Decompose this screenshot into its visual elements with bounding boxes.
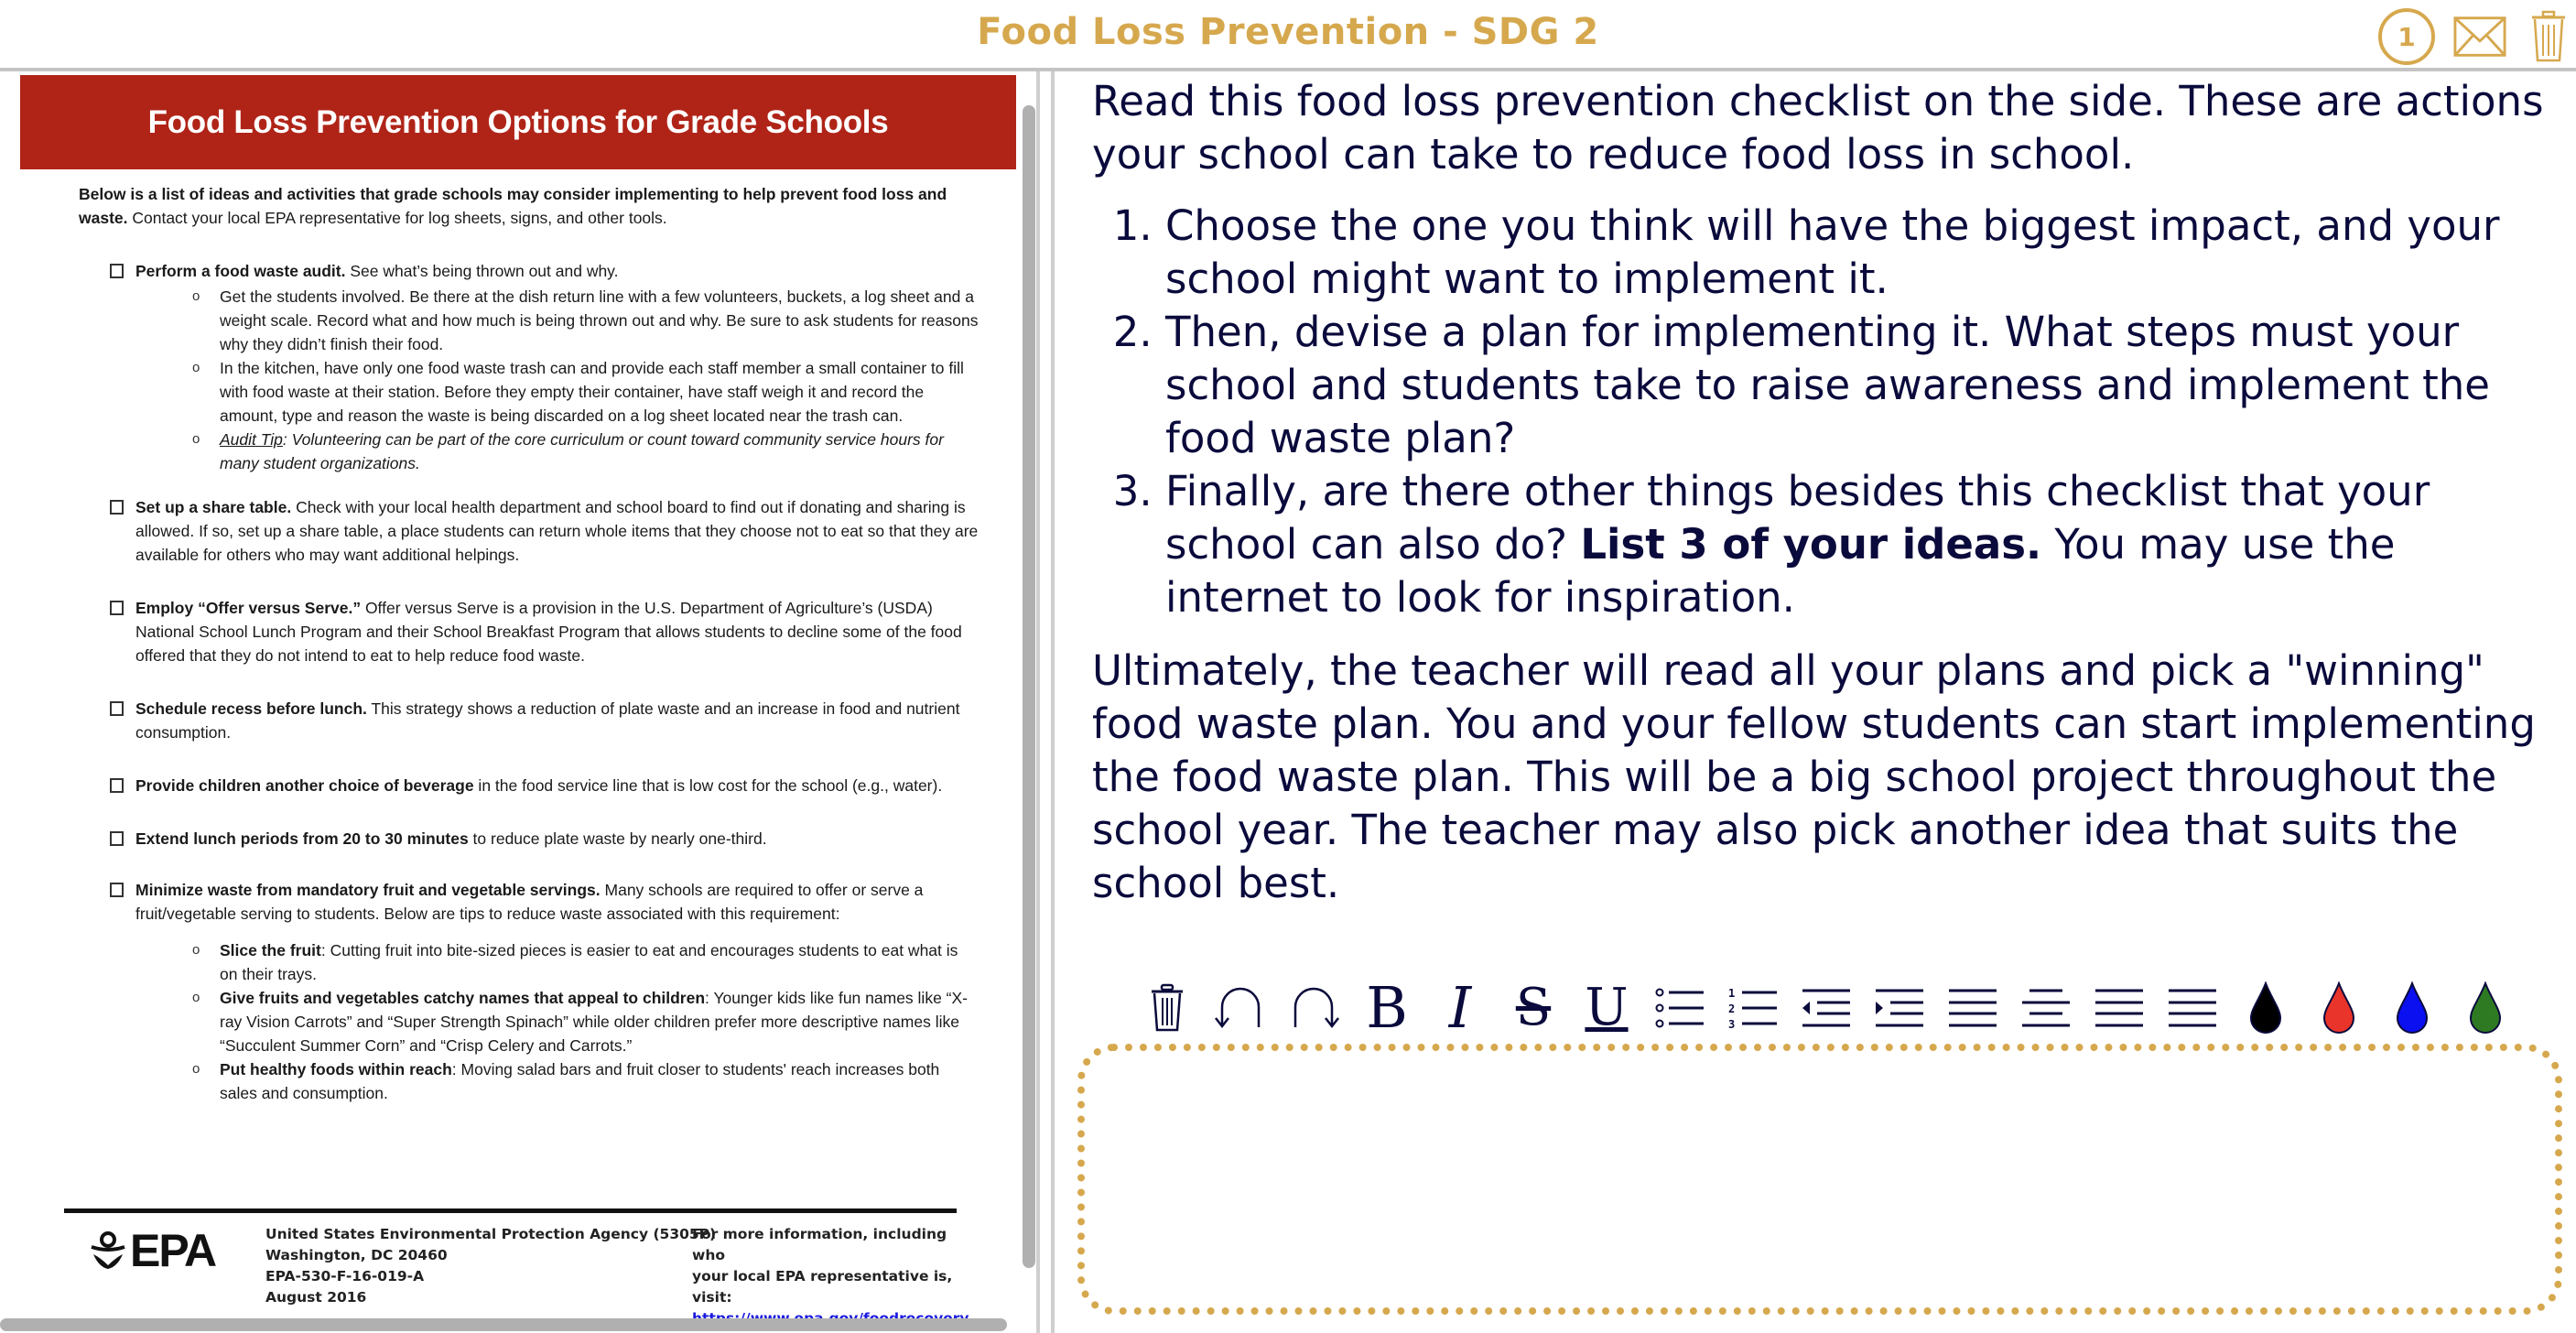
clear-button[interactable] — [1131, 976, 1204, 1040]
ink-drop-red-icon — [2321, 981, 2357, 1035]
color-blue-button[interactable] — [2376, 976, 2449, 1040]
count-badge[interactable]: 1 — [2378, 8, 2435, 65]
ink-drop-black-icon — [2247, 981, 2284, 1035]
svg-text:1: 1 — [1728, 987, 1736, 1000]
step-item: 1. Choose the one you think will have the biggest impact, and your school might want to implement it. — [1165, 200, 2557, 306]
instructions-closing: Ultimately, the teacher will read all your plans and pick a "winning" food waste plan. You and your fellow students can start implementing the food waste plan. This will be a big school project throughout the school year. The teacher may also pick another idea that suits the school best. — [1092, 646, 2536, 907]
more-info: For more information, including who your local EPA representative is, visit: — [692, 1224, 969, 1329]
italic-button[interactable] — [1423, 976, 1497, 1040]
epa-flower-icon — [90, 1230, 126, 1271]
sub-list — [192, 938, 980, 1105]
bullet-list-icon — [1654, 987, 1705, 1029]
svg-text:2: 2 — [1728, 1002, 1736, 1015]
indent-icon — [1874, 987, 1925, 1029]
color-black-button[interactable] — [2229, 976, 2302, 1040]
checklist — [110, 259, 980, 1105]
color-red-button[interactable] — [2302, 976, 2376, 1040]
sub-item: o Audit Tip: Volunteering can be part of the core curriculum or count toward community service hours for many student organizations. — [192, 428, 980, 475]
checklist-item: Employ “Offer versus Serve.” Offer versus Serve is a provision in the U.S. Department of Agriculture’s (USDA) National School Lunch Program and their School Breakfast Program that allows students to decline some of the food offered that they do not intend to eat to help reduce food waste. — [110, 596, 980, 667]
redo-button[interactable] — [1277, 976, 1350, 1040]
align-justify-button[interactable] — [2156, 976, 2229, 1040]
align-right-button[interactable] — [2083, 976, 2156, 1040]
checklist-item: Provide children another choice of beverage in the food service line that is low cost for the school (e.g., water). — [110, 774, 980, 797]
step-item: 2. Then, devise a plan for implementing it. What steps must your school and students take to raise awareness and implement the food waste plan? — [1165, 306, 2557, 465]
sub-item: o Slice the fruit: Cutting fruit into bite-sized pieces is easier to eat and encourages students to eat what is on their trays. — [192, 938, 980, 986]
redo-icon — [1286, 987, 1341, 1029]
svg-text:3: 3 — [1728, 1018, 1736, 1029]
editor-toolbar — [1131, 972, 2522, 1044]
app-title: Food Loss Prevention - SDG 2 — [977, 11, 1599, 53]
undo-icon — [1213, 987, 1268, 1029]
checkbox-icon — [110, 831, 124, 846]
indent-button[interactable] — [1863, 976, 1936, 1040]
underline-button[interactable] — [1570, 976, 1643, 1040]
pane-divider[interactable] — [1051, 71, 1055, 1333]
vertical-scrollbar-thumb[interactable] — [1023, 105, 1035, 1268]
document-intro: Below is a list of ideas and activities that grade schools may consider implementing to help prevent food loss and waste. Contact your local EPA representative for log sheets, signs, and other tools. — [79, 185, 947, 227]
step-item: 3. Finally, are there other things besides this checklist that your school can also do? List 3 of your ideas. You may use the internet to look for inspiration. — [1165, 465, 2557, 624]
mail-icon[interactable] — [2453, 10, 2506, 63]
bold-icon: B — [1366, 974, 1408, 1041]
ink-drop-blue-icon — [2394, 981, 2430, 1035]
horizontal-scrollbar-thumb[interactable] — [0, 1318, 1007, 1331]
header-actions — [2378, 7, 2576, 66]
numbered-list-button[interactable] — [1716, 976, 1790, 1040]
epa-logo: EPA — [90, 1224, 215, 1277]
document-footer — [64, 1208, 957, 1306]
italic-icon: I — [1448, 974, 1472, 1041]
bold-button[interactable] — [1350, 976, 1423, 1040]
document-viewer[interactable] — [0, 75, 1036, 1333]
sub-item: o In the kitchen, have only one food waste trash can and provide each staff member a small container to fill with food waste at their station. Before they empty their container, have staff weigh it and record the amount, type and reason the waste is being discarded on a log sheet located near the trash can. — [192, 356, 980, 428]
instructions-steps — [1092, 200, 2557, 624]
sub-item: o Put healthy foods within reach: Moving salad bars and fruit closer to students' reach increases both sales and consumption. — [192, 1057, 980, 1105]
top-bar — [0, 0, 2576, 71]
document-page — [20, 75, 1016, 1133]
ink-drop-green-icon — [2467, 981, 2504, 1035]
trash-icon — [1150, 983, 1185, 1033]
color-green-button[interactable] — [2449, 976, 2522, 1040]
checkbox-icon — [110, 264, 124, 278]
checklist-item: Schedule recess before lunch. This strategy shows a reduction of plate waste and an increase in food and nutrient consumption. — [110, 697, 980, 744]
sub-item: o Give fruits and vegetables catchy names that appeal to children: Younger kids like fun names like “X-ray Vision Carrots” and “Super Strength Spinach” while older children prefer more descriptive names like “Succulent Summer Corn” and “Crisp Celery and Carrots.” — [192, 986, 980, 1057]
trash-icon[interactable] — [2527, 10, 2571, 63]
align-left-icon — [1947, 987, 1998, 1029]
sub-item: o Get the students involved. Be there at the dish return line with a few volunteers, buckets, a log sheet and a weight scale. Record what and how much is being thrown out and why. Be sure to ask students for reasons why they didn’t finish their food. — [192, 285, 980, 356]
outdent-button[interactable] — [1790, 976, 1863, 1040]
checklist-item: Set up a share table. Check with your local health department and school board to find out if donating and sharing is allowed. If so, set up a share table, a place students can return whole items that they choose not to eat so that they are available for others who may want additional helpings. — [110, 495, 980, 567]
instructions — [1092, 75, 2557, 910]
checklist-item: Extend lunch periods from 20 to 30 minutes to reduce plate waste by nearly one-third. — [110, 827, 980, 851]
instructions-intro: Read this food loss prevention checklist on the side. These are actions your school can take to reduce food loss in school. — [1092, 77, 2544, 179]
align-justify-icon — [2167, 987, 2218, 1029]
document-banner: Food Loss Prevention Options for Grade Schools — [20, 75, 1016, 169]
align-right-icon — [2094, 987, 2145, 1029]
align-center-icon — [2020, 987, 2072, 1029]
checklist-item: Perform a food waste audit. See what’s being thrown out and why. o Get the students involved. Be there at the dish return line with a few volunteers, buckets, a log sheet and a weight scale. Record what and how much is being thrown out and why. Be sure to ask students for reasons why they didn’t finish their food. o In the kitchen, have only one food waste trash can and provide each staff member a small container to fill with food waste at their station. Before they empty their container, have staff weigh it and record the amount, type and reason the waste is being discarded on a log sheet located near the trash can. o Audit Tip: Volunteering can be part of the core curriculum or count toward community service hours for many student organizations. — [110, 259, 980, 475]
checkbox-icon — [110, 778, 124, 793]
agency-address: United States Environmental Protection Agency (5305P) Washington, DC 20460 EPA-530-F-16-019-A August 2016 — [265, 1226, 717, 1306]
undo-button[interactable] — [1204, 976, 1277, 1040]
checklist-item: Minimize waste from mandatory fruit and vegetable servings. Many schools are required to offer or serve a fruit/vegetable serving to students. Below are tips to reduce waste associated with this requirement: o Slice the fruit: Cutting fruit into bite-sized pieces is easier to eat and encourages students to eat what is on their trays. o Give fruits and vegetables catchy names that appeal to children: Younger kids like fun names like “X-ray Vision Carrots” and “Super Strength Spinach” while older children prefer more descriptive names like “Succulent Summer Corn” and “Crisp Celery and Carrots.” o Put healthy foods within reach: Moving salad bars and fruit closer to students' reach increases both sales and consumption. — [110, 878, 980, 1105]
checkbox-icon — [110, 601, 124, 615]
checkbox-icon — [110, 500, 124, 515]
sub-list — [192, 285, 980, 475]
strikethrough-button[interactable] — [1497, 976, 1570, 1040]
underline-icon: U — [1585, 978, 1629, 1037]
bullet-list-button[interactable] — [1643, 976, 1716, 1040]
pane-divider[interactable] — [1036, 71, 1040, 1333]
checkbox-icon — [110, 883, 124, 897]
strikethrough-icon: S — [1515, 978, 1552, 1037]
align-center-button[interactable] — [2009, 976, 2083, 1040]
checkbox-icon — [110, 701, 124, 716]
answer-editor[interactable] — [1077, 1044, 2562, 1315]
align-left-button[interactable] — [1936, 976, 2009, 1040]
outdent-icon — [1801, 987, 1852, 1029]
numbered-list-icon — [1727, 987, 1779, 1029]
